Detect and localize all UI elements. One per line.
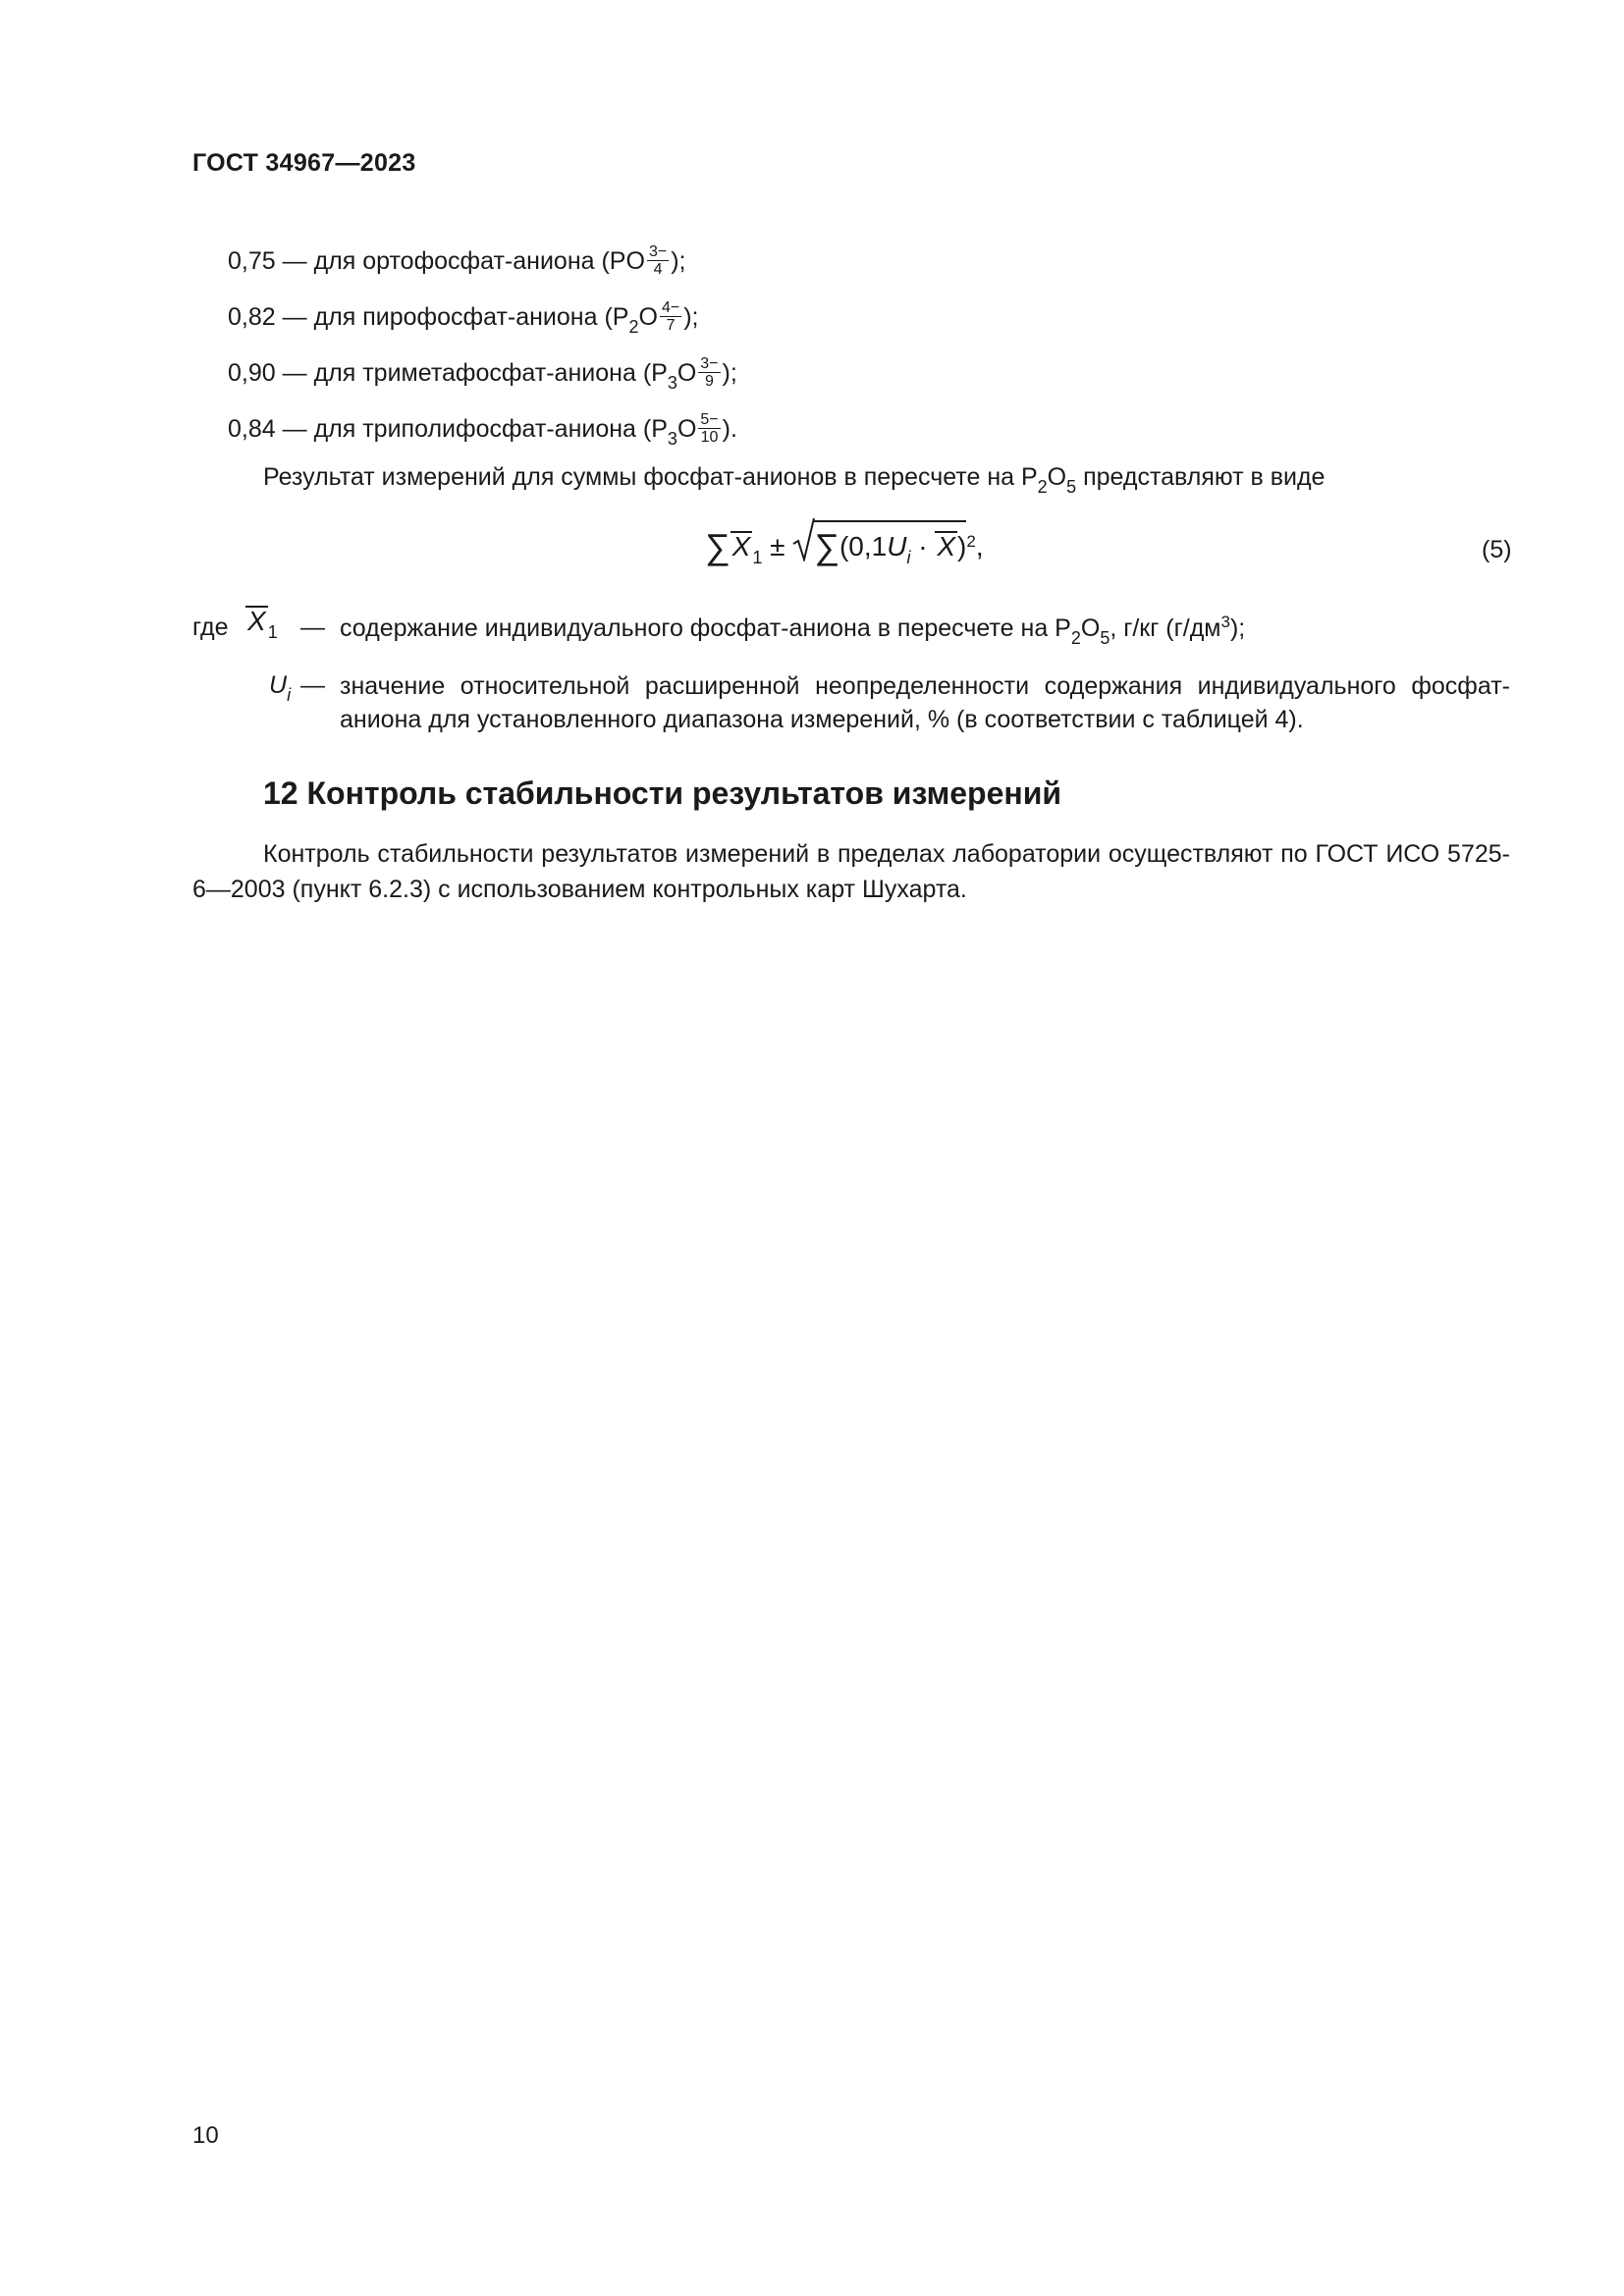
formula-5: ∑X $_1$ ± $\sum(0,1U_i \cdot X)^2$, [705,520,984,570]
anion-formula: ($P_2O$ $\frac{4-}{7}$ ); [604,299,699,338]
coefficient-text: для триметафосфат-аниона [313,359,636,388]
coefficient-value: 0,75 [228,247,276,276]
u-definition-text: значение относительной расширенной неопределенности содержания индивидуального фосфат-аниона для установленного диапазона измерений, % (в соответствии с таблицей 4). [340,672,1510,733]
charge-fraction: $\frac{3-}{4}$ [648,243,668,278]
charge-fraction: $\frac{3-}{9}$ [700,355,719,390]
formula-number: (5) [1482,536,1512,563]
where-label: где [192,614,229,641]
charge-fraction: $\frac{5-}{10}$ [700,411,719,446]
coefficient-text: для пирофосфат-аниона [313,303,598,332]
coefficient-dash: — [282,359,307,388]
radical-sign-icon [792,514,816,561]
u-definition-symbol: $U_i$ [269,671,292,705]
anion-formula: ($P_3O$ $\frac{5-}{10}$ ). [642,411,737,450]
plus-minus-symbol: ± [770,531,785,561]
x-bar-symbol: X [731,531,751,561]
coefficient-dash: — [282,415,307,444]
result-intro-line: Результат измерений для суммы фосфат-анионов в пересчете на $P_2O_5$ представляют в виде [263,463,1326,497]
coefficient-line-pyrophosphate [228,301,698,336]
anion-formula: (PO $\frac{3-}{4}$ ); [601,243,686,278]
coefficient-value: 0,90 [228,359,276,388]
u-definition-dash: — [300,671,325,699]
coefficient-text: для триполифосфат-аниона [313,415,636,444]
x-bar-definition-symbol: X $_1$ [247,606,278,642]
section-heading: 12 Контроль стабильности результатов измерений [263,775,1062,811]
coefficient-line-tripolyphosphate [228,413,737,448]
section-paragraph: Контроль стабильности результатов измерений в пределах лаборатории осуществляют по ГОСТ ИСО 5725-6—2003 (пункт 6.2.3) с использованием контрольных карт Шухарта. [192,840,1510,903]
coefficient-value: 0,84 [228,415,276,444]
coefficient-text: для ортофосфат-аниона [313,247,595,276]
sum-symbol: ∑ [705,526,731,566]
charge-fraction: $\frac{4-}{7}$ [661,299,680,334]
coefficient-dash: — [282,247,307,276]
document-header-title: ГОСТ 34967—2023 [192,149,416,177]
coefficient-line-trimetaphosphate [228,357,737,392]
x-definition-dash: — [300,614,325,641]
square-root: $\sum(0,1U_i \cdot X)^2$, [792,520,983,570]
coefficient-dash: — [282,303,307,332]
page-number: 10 [192,2122,219,2149]
x-definition-text: содержание индивидуального фосфат-аниона в пересчете на $P_2O_5$, г/кг $(г/дм^3)$; [340,613,1246,648]
coefficient-value: 0,82 [228,303,276,332]
anion-formula: ($P_3O$ $\frac{3-}{9}$ ); [642,355,737,394]
coefficient-line-orthophosphate [228,245,685,280]
